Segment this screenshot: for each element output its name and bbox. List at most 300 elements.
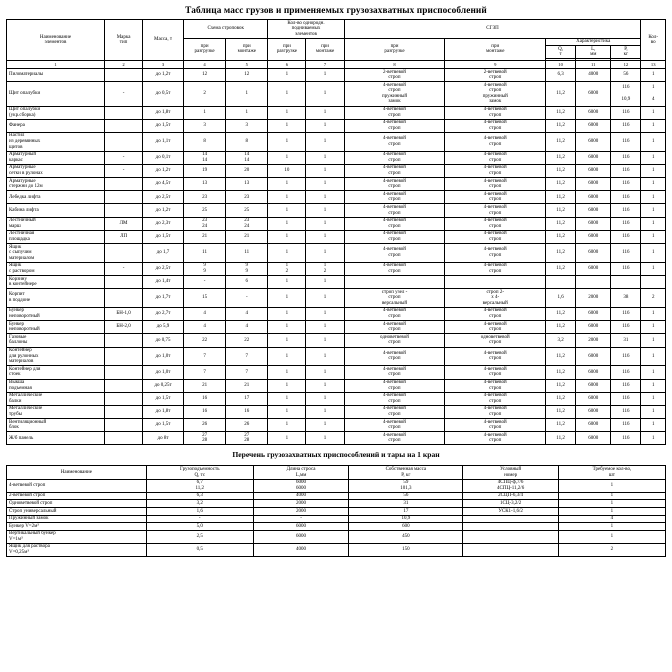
row-mark (105, 289, 143, 308)
row-szp-l (576, 276, 611, 289)
row-szp-l: 6000 (576, 119, 611, 132)
row-szp-p: 116 (611, 347, 641, 366)
row-count: 1 (641, 347, 666, 366)
row-scheme-unload: 22 (183, 334, 225, 347)
table-row (7, 151, 666, 164)
col-number-6: 6 (268, 61, 306, 69)
eq-q: 1,6 (146, 508, 253, 516)
row-szp-unload: 4-ветвевой строп пружинный замок (344, 82, 445, 106)
row-szp-p: 38 (611, 289, 641, 308)
eq-p: 10,9 (349, 515, 463, 523)
table-row (7, 262, 666, 275)
row-szp-p (611, 276, 641, 289)
row-name: Лебедка лифта (7, 191, 105, 204)
row-qty-unload: 1 (268, 289, 306, 308)
row-szp-unload: 4-ветвевой строп (344, 164, 445, 177)
eq-count: 1 (558, 492, 665, 500)
equipment-row (7, 492, 666, 500)
row-szp-mount: 4-ветвевой строп (445, 244, 546, 263)
row-szp-l: 6000 (576, 106, 611, 119)
row-szp-unload: 4-ветвевой строп (344, 106, 445, 119)
row-szp-p: 31 (611, 334, 641, 347)
row-qty-mount: 1 (306, 392, 344, 405)
th-szp-q: Q, т (546, 46, 576, 59)
row-szp-p: 116 (611, 217, 641, 230)
row-scheme-unload: - (183, 276, 225, 289)
row-mark (105, 366, 143, 379)
row-scheme-mount: 7 (226, 366, 268, 379)
row-szp-mount: 4-ветвевой строп (445, 204, 546, 217)
row-qty-unload: 1 (268, 347, 306, 366)
equipment-row (7, 523, 666, 531)
row-szp-l: 2000 (576, 289, 611, 308)
row-count: 1 (641, 230, 666, 243)
row-scheme-unload: 19 (183, 164, 225, 177)
eq-name: Одноветвевой строп (7, 500, 147, 508)
row-szp-q: 6,3 (546, 69, 576, 82)
row-szp-unload: 4-ветвевой строп (344, 119, 445, 132)
row-mark (105, 119, 143, 132)
row-name: Контейнер для рулонных материалов (7, 347, 105, 366)
row-szp-unload: 4-ветвевой строп (344, 217, 445, 230)
row-mark (105, 178, 143, 191)
row-scheme-mount: 1 (226, 82, 268, 106)
equipment-row (7, 508, 666, 516)
row-scheme-mount: 11 (226, 244, 268, 263)
th-szp-l: L, мм (576, 46, 611, 59)
row-szp-unload: 4-ветвевой строп (344, 347, 445, 366)
row-name: Ж/б панель (7, 432, 105, 445)
row-szp-l: 2000 (576, 334, 611, 347)
row-szp-l: 6000 (576, 204, 611, 217)
equipment-th-2: Длина строса L,мм (253, 466, 348, 479)
row-scheme-mount: 23 (226, 191, 268, 204)
row-mass: до 1,8т (143, 405, 184, 418)
row-szp-q: 11,2 (546, 405, 576, 418)
eq-count: 1 (558, 479, 665, 492)
eq-num: 4СПЦ-ф,7/6 4СПЦ-11,2/6 (463, 479, 558, 492)
row-qty-unload: 1 (268, 204, 306, 217)
row-szp-mount: 4-ветвевой строп (445, 262, 546, 275)
row-qty-mount: 1 (306, 106, 344, 119)
row-qty-mount: 1 (306, 204, 344, 217)
row-count (641, 276, 666, 289)
row-szp-p: 116 (611, 379, 641, 392)
equipment-row (7, 515, 666, 523)
row-scheme-unload: 13 (183, 178, 225, 191)
eq-num: 1СЦ-3,2/2 (463, 500, 558, 508)
row-name: Газовые баллоны (7, 334, 105, 347)
row-qty-unload: 1 (268, 366, 306, 379)
row-scheme-unload: 25 (183, 204, 225, 217)
eq-l: 2000 (253, 508, 348, 516)
row-szp-q: 11,2 (546, 244, 576, 263)
th-qty-unload: при разгрузке (268, 38, 306, 61)
table-row (7, 419, 666, 432)
row-szp-mount: 4-ветвевой строп (445, 432, 546, 445)
eq-p: 17 (349, 508, 463, 516)
row-szp-l: 6000 (576, 82, 611, 106)
row-name: Пиломатериалы (7, 69, 105, 82)
row-name: Фанера (7, 119, 105, 132)
row-scheme-mount: 8 (226, 132, 268, 151)
eq-count: 1 (558, 508, 665, 516)
row-mark (105, 69, 143, 82)
equipment-header-row (7, 466, 666, 479)
row-name: Контейнер для стоек (7, 366, 105, 379)
row-mass: до 1,2т (143, 204, 184, 217)
row-name: Корпит в поддоне (7, 289, 105, 308)
row-qty-mount: 1 (306, 419, 344, 432)
row-qty-unload: 1 (268, 178, 306, 191)
row-count: 1 (641, 106, 666, 119)
row-qty-mount: 1 (306, 405, 344, 418)
row-szp-p: 116 (611, 321, 641, 334)
table-row (7, 119, 666, 132)
row-scheme-mount: 3 (226, 119, 268, 132)
row-mark (105, 132, 143, 151)
equipment-table-head (7, 466, 666, 479)
th-mass: Масса, т (143, 20, 184, 61)
row-mass: до 1,8т (143, 106, 184, 119)
row-scheme-mount: 22 (226, 334, 268, 347)
table-row (7, 178, 666, 191)
row-szp-q: 11,2 (546, 392, 576, 405)
row-scheme-unload: 14 14 (183, 151, 225, 164)
row-mark: - (105, 151, 143, 164)
row-szp-p: 116 (611, 262, 641, 275)
row-szp-p: 116 (611, 244, 641, 263)
row-scheme-unload: 21 (183, 230, 225, 243)
eq-p: 150 (349, 543, 463, 556)
row-szp-mount: 4-ветвевой строп (445, 132, 546, 151)
row-mass: до 8т (143, 432, 184, 445)
table-row (7, 217, 666, 230)
table-row (7, 347, 666, 366)
table-row (7, 334, 666, 347)
row-qty-unload: 1 (268, 217, 306, 230)
row-szp-p: 116 (611, 307, 641, 320)
row-scheme-unload: 16 (183, 392, 225, 405)
main-table-body (7, 69, 666, 445)
row-qty-mount: 1 (306, 191, 344, 204)
row-szp-unload: 4-ветвевой строп (344, 230, 445, 243)
row-qty-mount: 1 (306, 276, 344, 289)
eq-l: 6000 (253, 523, 348, 531)
th-name: Наименование элементов (7, 20, 105, 61)
row-qty-mount: 1 (306, 119, 344, 132)
row-qty-unload: 1 (268, 230, 306, 243)
row-qty-mount: 1 (306, 164, 344, 177)
row-mark (105, 276, 143, 289)
row-qty-mount: 1 (306, 432, 344, 445)
row-qty-mount: 1 (306, 82, 344, 106)
row-scheme-mount: 14 14 (226, 151, 268, 164)
row-mass: до 1,2т (143, 164, 184, 177)
row-szp-q: 11,2 (546, 191, 576, 204)
row-scheme-unload: 26 (183, 419, 225, 432)
row-qty-unload: 1 (268, 392, 306, 405)
row-szp-q: 11,2 (546, 347, 576, 366)
row-count: 1 (641, 379, 666, 392)
row-qty-mount: 1 (306, 69, 344, 82)
row-szp-l: 6000 (576, 321, 611, 334)
row-szp-unload: 4-ветвевой строп (344, 178, 445, 191)
row-qty-unload: 1 (268, 276, 306, 289)
row-qty-unload: 1 (268, 405, 306, 418)
row-szp-mount: одноветвевой строп (445, 334, 546, 347)
row-count: 1 (641, 366, 666, 379)
section-subtitle: Перечень грузозахватных приспособлений и тары на 1 кран (232, 450, 440, 460)
row-mass: до 5,9 (143, 321, 184, 334)
row-count: 1 (641, 164, 666, 177)
col-number-9: 9 (445, 61, 546, 69)
row-count: 1 (641, 432, 666, 445)
eq-q: - (146, 515, 253, 523)
row-szp-unload: 4-ветвевой строп (344, 262, 445, 275)
row-mass: до 0,1т (143, 151, 184, 164)
th-qty: Кол-во однородн. подниваемых элементов (268, 20, 344, 39)
row-qty-unload: 1 (268, 244, 306, 263)
row-szp-l: 6000 (576, 217, 611, 230)
row-scheme-unload: 27 28 (183, 432, 225, 445)
eq-name: Ящик для раствора V=0,25м³ (7, 543, 147, 556)
row-szp-p: 116 (611, 204, 641, 217)
row-szp-unload: 4-ветвевой строп (344, 307, 445, 320)
row-mass: до 1,5т (143, 419, 184, 432)
row-name: Лестничная площадка (7, 230, 105, 243)
col-number-3: 3 (143, 61, 184, 69)
row-qty-unload: 1 (268, 379, 306, 392)
row-szp-q: 3,2 (546, 334, 576, 347)
row-szp-mount: строп 2- х 4- версальный (445, 289, 546, 308)
eq-l: 2000 (253, 500, 348, 508)
row-qty-mount: 1 (306, 379, 344, 392)
row-szp-mount: 4-ветвевой строп (445, 164, 546, 177)
row-scheme-unload: 12 (183, 69, 225, 82)
eq-name: Строп универсальный (7, 508, 147, 516)
row-szp-q: 11,2 (546, 178, 576, 191)
row-scheme-unload: 16 (183, 405, 225, 418)
row-count: 1 (641, 392, 666, 405)
row-qty-mount: 1 2 (306, 262, 344, 275)
eq-p: 31 (349, 500, 463, 508)
row-szp-unload (344, 276, 445, 289)
row-qty-unload: 1 (268, 69, 306, 82)
row-qty-unload: 1 (268, 321, 306, 334)
table-row (7, 191, 666, 204)
row-szp-mount: 4-ветвевой строп (445, 366, 546, 379)
row-qty-unload: 1 (268, 432, 306, 445)
row-qty-unload: 10 (268, 164, 306, 177)
table-row (7, 276, 666, 289)
table-row (7, 132, 666, 151)
row-scheme-unload: 11 (183, 244, 225, 263)
table-row (7, 204, 666, 217)
eq-l: - (253, 515, 348, 523)
row-scheme-mount: 26 (226, 419, 268, 432)
row-szp-q: 11,2 (546, 307, 576, 320)
row-qty-mount: 1 (306, 347, 344, 366)
th-scheme: Схема строповок (183, 20, 267, 39)
row-szp-unload: одноветвевой строп (344, 334, 445, 347)
row-mark: ЛП (105, 230, 143, 243)
eq-l: 6000 6000 (253, 479, 348, 492)
row-mark (105, 204, 143, 217)
col-number-12: 12 (611, 61, 641, 69)
eq-count: 1 (558, 530, 665, 543)
row-szp-l: 6000 (576, 164, 611, 177)
row-qty-unload: 1 (268, 419, 306, 432)
row-qty-mount: 1 (306, 244, 344, 263)
row-szp-l: 6000 (576, 366, 611, 379)
row-count: 1 (641, 405, 666, 418)
row-scheme-unload: 23 (183, 191, 225, 204)
row-mass: до 2,5т (143, 262, 184, 275)
row-qty-unload: 1 (268, 106, 306, 119)
th-szp-char: Характеристика (546, 38, 641, 46)
table-row (7, 379, 666, 392)
eq-p: 450 (349, 530, 463, 543)
row-szp-unload: 4-ветвевой строп (344, 151, 445, 164)
col-number-11: 11 (576, 61, 611, 69)
table-row (7, 106, 666, 119)
row-qty-mount: 1 (306, 151, 344, 164)
row-mark (105, 379, 143, 392)
row-szp-p: 116 (611, 392, 641, 405)
row-name: Выкша подъемная (7, 379, 105, 392)
row-count: 1 (641, 321, 666, 334)
eq-num (463, 523, 558, 531)
row-mark (105, 191, 143, 204)
col-number-2: 2 (105, 61, 143, 69)
row-scheme-unload: 21 (183, 379, 225, 392)
row-count: 1 (641, 262, 666, 275)
eq-count: 1 (558, 523, 665, 531)
row-szp-p: 116 (611, 366, 641, 379)
row-mass: до 1,7т (143, 289, 184, 308)
col-number-7: 7 (306, 61, 344, 69)
eq-name: 2-ветвевой строп (7, 492, 147, 500)
row-mass: до 2,5т (143, 191, 184, 204)
row-name: Арматурный каркас (7, 151, 105, 164)
row-szp-mount (445, 276, 546, 289)
row-szp-p: 116 (611, 132, 641, 151)
table-row (7, 69, 666, 82)
row-szp-p: 116 (611, 432, 641, 445)
row-scheme-mount: 16 (226, 405, 268, 418)
row-szp-p: 116 (611, 191, 641, 204)
row-mass: до 2,3т (143, 217, 184, 230)
row-name: Металлические трубы (7, 405, 105, 418)
row-szp-q: 11,2 (546, 82, 576, 106)
row-scheme-mount: 21 (226, 230, 268, 243)
table-row (7, 244, 666, 263)
table-row (7, 230, 666, 243)
row-szp-unload: 4-ветвевой строп (344, 405, 445, 418)
row-scheme-unload: 7 (183, 347, 225, 366)
eq-name: Бункер V=2м³ (7, 523, 147, 531)
row-szp-q: 11,2 (546, 204, 576, 217)
table-row (7, 392, 666, 405)
row-qty-mount: 1 (306, 230, 344, 243)
row-szp-q: 11,2 (546, 119, 576, 132)
row-szp-mount: 2-ветвевой строп (445, 69, 546, 82)
eq-q: 0,5 (146, 543, 253, 556)
equipment-th-1: Грузоподъемность Q, тс (146, 466, 253, 479)
row-qty-unload: 1 (268, 151, 306, 164)
equipment-th-0: Наименование (7, 466, 147, 479)
row-scheme-mount: 27 28 (226, 432, 268, 445)
row-mass: до 1,1т (143, 132, 184, 151)
row-count: 2 (641, 289, 666, 308)
main-table (6, 19, 666, 445)
row-szp-mount: 4-ветвевой строп (445, 230, 546, 243)
row-scheme-mount: 17 (226, 392, 268, 405)
th-mark: Марка тип (105, 20, 143, 61)
row-szp-p: 56 (611, 69, 641, 82)
th-szp: СГЗП (344, 20, 641, 39)
equipment-row (7, 543, 666, 556)
row-szp-mount: 4-ветвевой строп (445, 178, 546, 191)
row-szp-l: 6000 (576, 347, 611, 366)
row-qty-mount: 1 (306, 132, 344, 151)
row-qty-unload: 1 (268, 119, 306, 132)
row-mark: - (105, 164, 143, 177)
row-scheme-mount: 4 (226, 307, 268, 320)
row-mark (105, 244, 143, 263)
row-qty-mount: 1 (306, 289, 344, 308)
row-scheme-mount: 23 24 (226, 217, 268, 230)
row-szp-l: 6000 (576, 191, 611, 204)
table-row (7, 405, 666, 418)
eq-q: 3,2 (146, 500, 253, 508)
row-mass: до 1,2т (143, 69, 184, 82)
row-szp-p: 116 (611, 230, 641, 243)
row-szp-q: 11,2 (546, 132, 576, 151)
row-mark (105, 392, 143, 405)
row-szp-unload: 4-ветвевой строп (344, 204, 445, 217)
row-qty-unload: 1 (268, 307, 306, 320)
row-mass: до 0,75 (143, 334, 184, 347)
row-mass: до 0,5т (143, 82, 184, 106)
row-scheme-unload: 1 (183, 106, 225, 119)
row-mark (105, 405, 143, 418)
eq-p: 56 (349, 492, 463, 500)
row-szp-l: 6000 (576, 419, 611, 432)
row-szp-q: 11,2 (546, 230, 576, 243)
eq-count: 1 (558, 500, 665, 508)
column-number-row (7, 61, 666, 69)
row-szp-q: 11,2 (546, 432, 576, 445)
row-szp-mount: 4-ветвевой строп (445, 347, 546, 366)
header-row-1 (7, 20, 666, 39)
row-mark (105, 334, 143, 347)
row-qty-mount: 1 (306, 366, 344, 379)
col-number-5: 5 (226, 61, 268, 69)
row-szp-q: 11,2 (546, 321, 576, 334)
row-scheme-unload: 4 (183, 307, 225, 320)
row-scheme-mount: 1 (226, 106, 268, 119)
row-scheme-mount: 4 (226, 321, 268, 334)
eq-l: 4000 (253, 492, 348, 500)
row-szp-mount: 4-ветвевой строп (445, 307, 546, 320)
row-szp-q: 11,2 (546, 151, 576, 164)
row-scheme-mount: 20 (226, 164, 268, 177)
eq-q: 6,7 11,2 (146, 479, 253, 492)
row-qty-unload: 1 (268, 334, 306, 347)
row-szp-q: 11,2 (546, 106, 576, 119)
